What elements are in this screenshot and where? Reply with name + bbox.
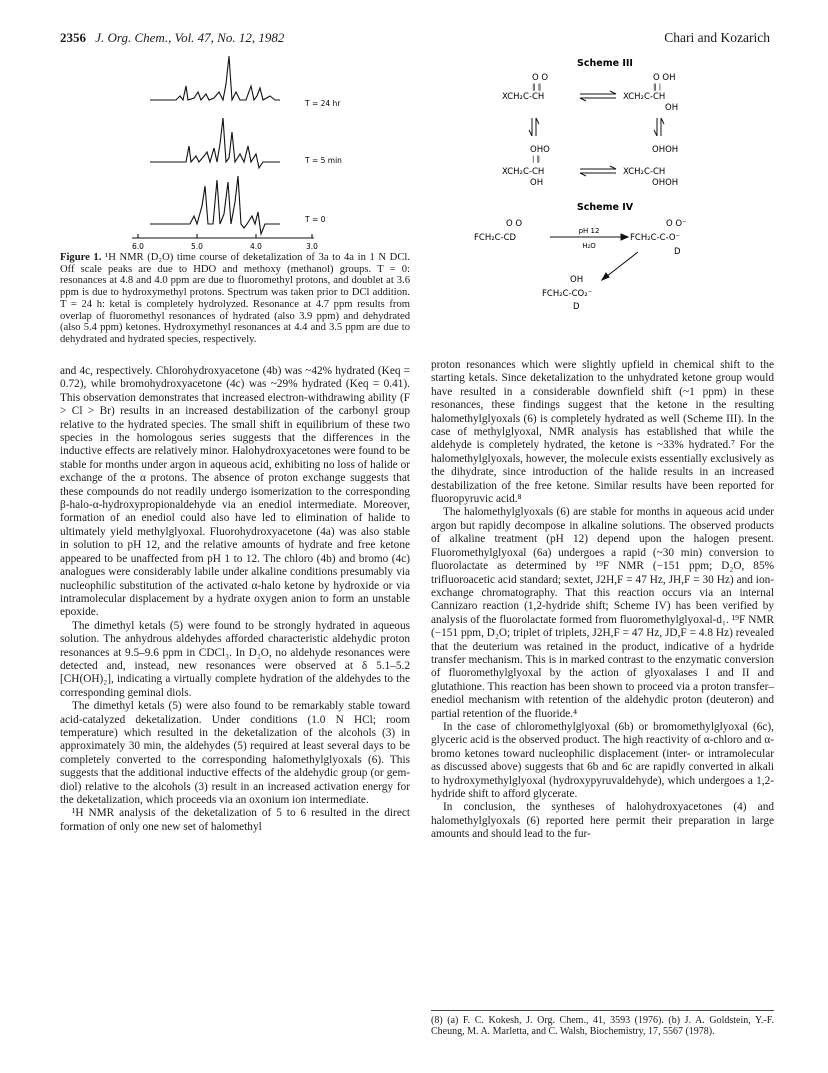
s4-right-bot: D [674,247,681,257]
s3-tr-top: O OH [653,73,676,83]
paragraph: and 4c, respectively. Chlorohydroxyacetone (4b) was ~42% hydrated (Keq = 0.72), while bromohydroxyacetone (4c) was ~29% hydrated (Keq = 0.41). This observation demonstrates that increased electron-withdrawing ability (F > Cl > Br) results in an increased destabilization of the carbonyl group relative to the hydrated species. The small shift in equilibrium of these two species in the homologous series suggests that the differences in the inductive effects are relatively minor. Halohydroxyacetones were found to be stable for months under argon in aqueous acid, exhibiting no loss of halide or exchange of the α protons. The absence of proton exchange suggests that these compounds do not readily undergo isomerization to the corresponding β-halo-α-hydroxypropionaldehyde via an enediol intermediate. Moreover, formation of an enediol could also have led to elimination of halide to ultimately yield methylglyoxal. Fluorohydroxyacetone (4a) was also stable in solution to pH 12, and the relative amounts of hydrate and free ketone appeared to be unaffected from pH 1 to 12. The chloro (4b) and bromo (4c) analogues were considerably labile under alkaline conditions presumably via nucleophilic substitution of the activated α-halo ketone by hydroxide or via intramolecular displacement by a hydrate oxygen anion to form an unstable epoxide. [60,365,410,619]
s4-left-top: O O [506,219,523,229]
scheme-iii-title: Scheme III [577,58,633,69]
s3-tl-top: O O [532,73,549,83]
s4-left-main: FCH₂C-CD [474,233,517,243]
journal-citation: J. Org. Chem., Vol. 47, No. 12, 1982 [95,30,285,45]
s3-tl-main: XCH₂C-CH [502,92,545,102]
spectrum-trace-5min [150,118,280,168]
paragraph: The dimethyl ketals (5) were also found to be remarkably stable toward acid-catalyzed deketalization. Under conditions (1.0 N HCl; room temperature) which resulted in the deketalization of the alcohols (3) in approximately 30 min, the aldehydes (5) required at least several days to be completely converted to the corresponding halomethylglyoxals (6). This suggests that the additional inductive effects of the aldehydic group (or gem-diol) relative to the alcohols (3) result in an increased activation energy for the deketalization, which proceeds via an oxonium ion intermediate. [60,700,410,806]
s4-arrow-top: pH 12 [578,227,600,235]
paragraph: The dimethyl ketals (5) were found to be strongly hydrated in aqueous solution. The anhydrous aldehydes afforded characteristic aldehydic proton resonances at 9.5–9.6 ppm in CDCl₃. In D₂O, no aldehyde resonances were detected and, instead, new resonances were observed at δ 5.1–5.2 [CH(OH)₂], indicating a virtually complete hydration of the aldehydes to the corresponding geminal diols. [60,619,410,699]
scheme-iv [470,196,720,321]
footnote-references: (8) (a) F. C. Kokesh, J. Org. Chem., 41, 3593 (1976). (b) J. A. Goldstein, Y.-F. Cheung, M. A. Marletta, and C. Walsh, Biochemistry, 17, 5567 (1978). [431,1010,774,1038]
spectrum-trace-t0 [150,176,280,234]
spectrum-trace-24hr [150,56,280,100]
s4-prod-top: OH [570,275,584,285]
scheme-iv-title: Scheme IV [576,202,634,213]
s3-tr-bonds: ‖ | [653,83,662,91]
caption-text: ¹H NMR (D₂O) time course of deketalization of 3a to 4a in 1 N DCl. Off scale peaks are due to HDO and methoxy (methanol) groups. T = 0: resonances at 4.8 and 4.0 ppm are due to fluoromethyl protons, and doublet at 3.6 ppm is due to hydroxymethyl protons. Spectrum was taken prior to DCl addition. T = 24 h: ketal is completely hydrolyzed. Resonance at 4.7 ppm results from overlap of fluoromethyl resonances of hydrated (also 3.9 ppm) and dehydrated (also 5.4 ppm) ketones. Hydroxymethyl resonances at 4.4 and 3.5 ppm are due to dehydrated and hydrated species, respectively. [60,252,410,345]
s4-right-main: FCH₂C-C-O⁻ [630,233,681,243]
s3-tl-bonds: ‖ ‖ [532,83,542,91]
paragraph: In the case of chloromethylglyoxal (6b) or bromomethylglyoxal (6c), glyceric acid is the observed product. The high reactivity of α-chloro and α-bromo ketones toward nucleophilic displacement (inter- or intramolecular as discussed above) suggests that 6b and 6c are rapidly converted in alkali to hydroxymethylglyoxal (hydroxypyruvaldehyde), which undergoes a 1,2-hydride shift to afford glycerate. [431,720,774,800]
trace-label-24hr: T = 24 hr [305,99,341,108]
trace-label-5min: T = 5 min [305,156,342,165]
trace-label-t0: T = 0 [305,215,326,224]
s3-br-bot: OHOH [652,178,679,188]
figure-1-nmr-spectra [80,56,380,252]
axis-tick-5: 5.0 [191,242,203,251]
s4-prod-main: FCH₂C-CO₂⁻ [542,289,593,299]
s3-br-top: OHOH [652,145,679,155]
s3-bl-top: OHO [530,145,550,155]
axis-tick-3: 3.0 [306,242,318,251]
caption-label: Figure 1. [60,252,102,263]
paragraph: The halomethylglyoxals (6) are stable for months in aqueous acid under argon but rapidly decompose in alkaline solutions. The observed products of alkaline treatment (pH 12) depend upon the halogen present. Fluoromethylglyoxal (6a) undergoes a rapid (~30 min) conversion to fluorolactate as determined by ¹⁹F NMR (−151 ppm; D₂O, 85% trifluoroacetic acid standard; sextet, J2H,F = 47 Hz, JH,F = 30 Hz) and ion-exchange chromatography. That this reaction occurs via an internal Cannizaro reaction (1,2-hydride shift; Scheme IV) has been verified by analysis of the fluorolactate formed from fluoromethylglyoxal-d₁. ¹⁹F NMR (−151 ppm, D₂O; triplet of triplets, J2H,F = 47 Hz, JD,F = 4.8 Hz) revealed that the deuterium was retained in the product, indicative of a hydride transfer mechanism. This is in marked contrast to the enzymatic conversion of fluoromethylglyoxal by the action of glyoxalases I and II and glutathione. This reaction has been shown to proceed via a proton transfer–enediol mechanism with retention of the aldehydic proton (deuteron) and partial retention of the fluoride.⁴ [431,506,774,720]
axis-tick-4: 4.0 [250,242,262,251]
s3-bl-bot: OH [530,178,544,188]
s4-right-top: O O⁻ [666,219,687,229]
page-number: 2356 [60,30,86,45]
s3-tr-bot: OH [665,103,679,113]
paragraph: In conclusion, the syntheses of halohydroxyacetones (4) and halomethylglyoxals (6) reported here permit their preparation in large amounts and should lead to the fur- [431,801,774,841]
axis-tick-6: 6.0 [132,242,144,251]
body-column-left [60,365,410,834]
running-header [60,30,770,48]
body-column-right [431,359,774,842]
s3-bl-bonds: | ‖ [532,155,541,163]
s4-prod-bot: D [573,302,580,312]
paragraph: proton resonances which were slightly upfield in chemical shift to the starting ketals. Since deketalization to the unhydrated ketone group would have resulted in a considerable downfield shift (~1 ppm) in these resonances, these findings suggest that the ketone in the resulting halomethylglyoxals (6) is completely hydrated as well (Scheme III). In the case of methylglyoxal, NMR analysis has established that while the aldehyde is completely hydrated, the ketone is ~33% hydrated.⁷ For the halomethylglyoxals, however, the molecule exists essentially exclusively as the dihydrate, since introduction of the halide results in an increased destabilization of the free ketone. Similar results have been reported for fluoropyruvic acid.⁸ [431,359,774,506]
s3-br-main: XCH₂C-CH [623,167,666,177]
running-authors: Chari and Kozarich [664,30,770,45]
scheme-iii [490,56,720,196]
s3-bl-main: XCH₂C-CH [502,167,545,177]
figure-1-caption [60,252,410,346]
paragraph: ¹H NMR analysis of the deketalization of 5 to 6 resulted in the direct formation of only one new set of halomethyl [60,807,410,833]
s4-arrow-bot: H₂O [582,242,596,250]
s3-tr-main: XCH₂C-CH [623,92,666,102]
